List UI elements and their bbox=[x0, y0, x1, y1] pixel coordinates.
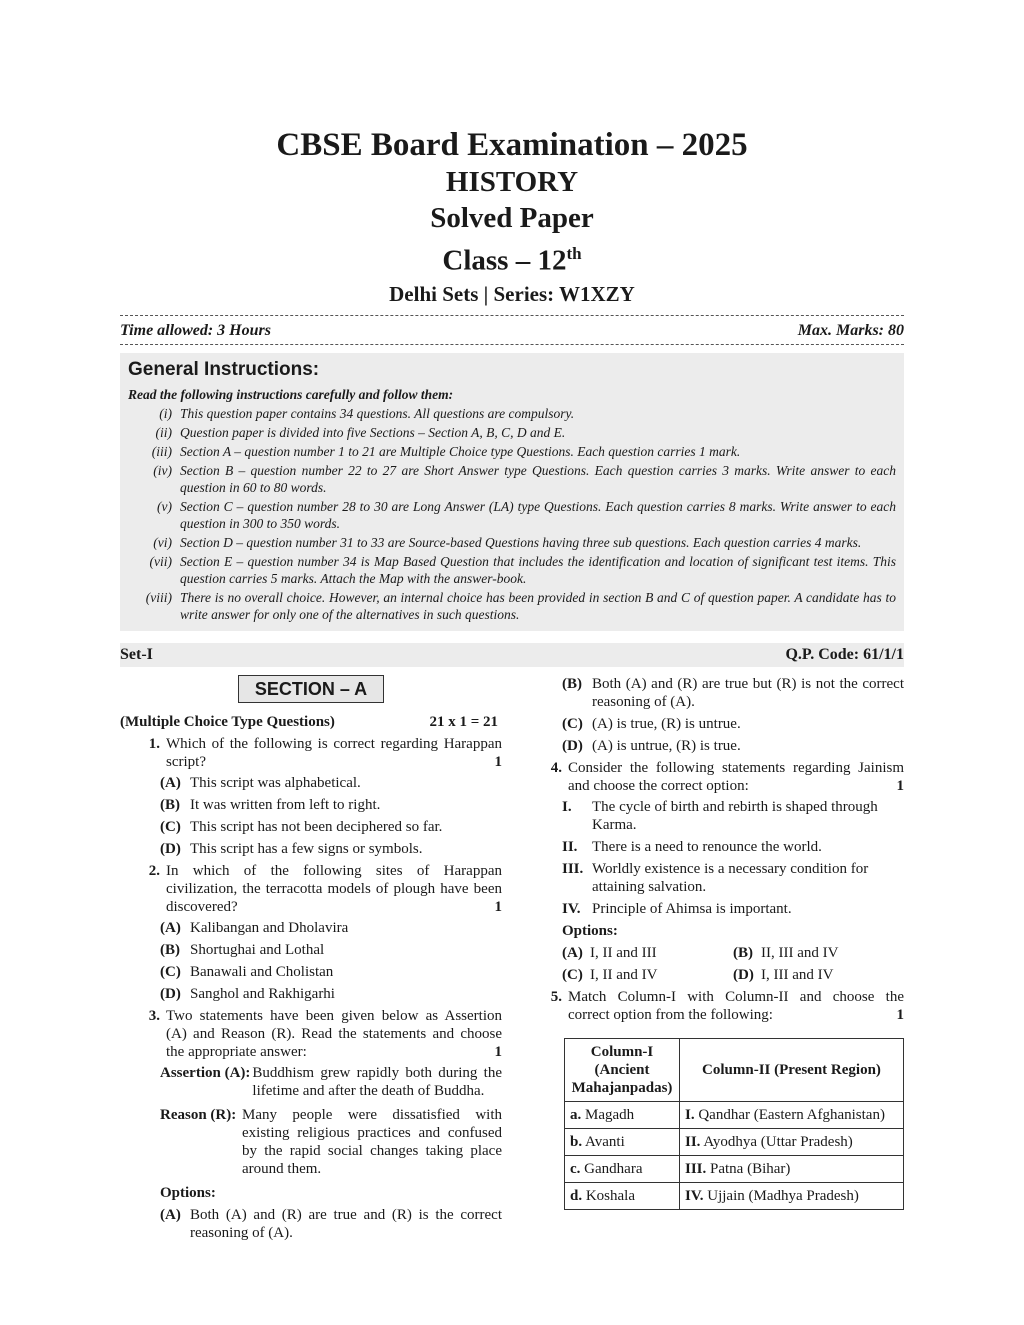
row-numeral: II. bbox=[685, 1133, 701, 1150]
table-cell bbox=[680, 1155, 904, 1182]
instruction-number: (i) bbox=[159, 405, 172, 421]
set-label: Set-I bbox=[120, 645, 153, 663]
option-letter: (C) bbox=[160, 818, 181, 835]
mcq-marks-label: 21 x 1 = 21 bbox=[429, 713, 498, 730]
question-stem: In which of the following sites of Harappan civilization, the terracotta models of plough have been discovered? bbox=[166, 862, 502, 915]
options-grid bbox=[562, 944, 904, 984]
exam-page bbox=[120, 0, 904, 1246]
mcq-header bbox=[120, 713, 502, 731]
option-text: Banawali and Cholistan bbox=[190, 963, 334, 980]
question-text bbox=[568, 988, 904, 1024]
general-instructions bbox=[120, 353, 904, 631]
option-text: (A) is untrue, (R) is true. bbox=[592, 737, 741, 754]
statement-number: III. bbox=[562, 860, 584, 877]
qp-code: Q.P. Code: 61/1/1 bbox=[785, 645, 904, 663]
option bbox=[160, 985, 502, 1003]
row-numeral: III. bbox=[685, 1160, 707, 1177]
question-1 bbox=[120, 735, 502, 771]
option bbox=[160, 941, 502, 959]
option-letter: (D) bbox=[733, 966, 754, 983]
option-letter: (A) bbox=[562, 944, 583, 961]
option-letter: (D) bbox=[160, 840, 181, 857]
option bbox=[160, 1206, 502, 1242]
option-text: I, III and IV bbox=[761, 966, 834, 983]
option bbox=[562, 737, 904, 755]
table-header-row bbox=[565, 1038, 904, 1101]
table-cell bbox=[680, 1182, 904, 1209]
table-cell bbox=[680, 1128, 904, 1155]
reason-text: Many people were dissatisfied with existing religious practices and confused by the rapid social changes taking place around them. bbox=[242, 1106, 502, 1177]
option-text: I, II and III bbox=[590, 944, 657, 961]
left-column bbox=[120, 675, 502, 1246]
cell-text: Ujjain (Madhya Pradesh) bbox=[707, 1187, 859, 1204]
instruction-number: (vi) bbox=[153, 534, 172, 550]
question-number: 4. bbox=[550, 759, 562, 776]
instruction-item bbox=[128, 443, 896, 460]
cell-text: Magadh bbox=[585, 1106, 635, 1123]
option-text: Shortughai and Lothal bbox=[190, 941, 325, 958]
time-allowed: Time allowed: 3 Hours bbox=[120, 321, 271, 339]
instruction-text: Question paper is divided into five Sections – Section A, B, C, D and E. bbox=[180, 424, 566, 440]
table-cell bbox=[565, 1101, 680, 1128]
option-text: This script has a few signs or symbols. bbox=[190, 840, 423, 857]
option-letter: (A) bbox=[160, 774, 181, 791]
option-letter: (A) bbox=[160, 919, 181, 936]
instruction-number: (viii) bbox=[145, 589, 172, 605]
option-letter: (B) bbox=[562, 675, 582, 692]
row-letter: d. bbox=[570, 1187, 583, 1204]
column-1-header: Column-I (Ancient Mahajanpadas) bbox=[565, 1038, 680, 1101]
option-letter: (D) bbox=[160, 985, 181, 1002]
cell-text: Koshala bbox=[585, 1187, 635, 1204]
cell-text: Avanti bbox=[585, 1133, 625, 1150]
statement-text: Worldly existence is a necessary condition for attaining salvation. bbox=[592, 860, 869, 895]
option bbox=[160, 963, 502, 981]
assertion-label: Assertion (A): bbox=[160, 1064, 251, 1081]
instruction-text: This question paper contains 34 questions. All questions are compulsory. bbox=[180, 405, 575, 421]
class-label: Class – 12 bbox=[442, 244, 567, 277]
question-number: 3. bbox=[148, 1007, 160, 1024]
paper-title: Solved Paper bbox=[430, 202, 594, 234]
option-text: II, III and IV bbox=[761, 944, 839, 961]
instructions-intro: Read the following instructions carefully and follow them: bbox=[128, 386, 454, 402]
set-row bbox=[120, 643, 904, 667]
question-mark: 1 bbox=[896, 777, 904, 794]
series-title: Delhi Sets | Series: W1XZY bbox=[389, 281, 635, 306]
table-row bbox=[565, 1182, 904, 1209]
instruction-text: Section A – question number 1 to 21 are Multiple Choice type Questions. Each question carries 1 mark. bbox=[180, 443, 741, 459]
option-text: Both (A) and (R) are true but (R) is not the correct reasoning of (A). bbox=[592, 675, 904, 710]
instruction-number: (v) bbox=[157, 498, 172, 514]
option bbox=[562, 944, 733, 962]
row-letter: b. bbox=[570, 1133, 583, 1150]
subject-title: HISTORY bbox=[445, 166, 579, 198]
max-marks: Max. Marks: 80 bbox=[797, 321, 904, 339]
option-text: Both (A) and (R) are true and (R) is the correct reasoning of (A). bbox=[190, 1206, 502, 1241]
instructions-list bbox=[128, 405, 896, 623]
right-column bbox=[522, 675, 904, 1246]
options-label: Options: bbox=[160, 1184, 216, 1201]
instruction-number: (vii) bbox=[149, 553, 172, 569]
option bbox=[562, 675, 904, 711]
option-letter: (B) bbox=[160, 941, 180, 958]
option-letter: (C) bbox=[160, 963, 181, 980]
option bbox=[733, 944, 904, 962]
row-numeral: IV. bbox=[685, 1187, 704, 1204]
option-letter: (D) bbox=[562, 737, 583, 754]
statement bbox=[562, 798, 904, 834]
instruction-item bbox=[128, 424, 896, 441]
assertion bbox=[160, 1064, 502, 1100]
question-2 bbox=[120, 862, 502, 916]
question-mark: 1 bbox=[494, 898, 502, 915]
question-text bbox=[166, 1007, 502, 1061]
column-2-header: Column-II (Present Region) bbox=[680, 1038, 904, 1101]
question-4 bbox=[522, 759, 904, 795]
option bbox=[160, 796, 502, 814]
option-text: I, II and IV bbox=[590, 966, 658, 983]
instruction-text: Section D – question number 31 to 33 are Source-based Questions having three sub questions. Each question carries 4 marks. bbox=[180, 534, 862, 550]
option-text: This script has not been deciphered so far. bbox=[190, 818, 443, 835]
question-text bbox=[166, 862, 502, 916]
table-cell bbox=[565, 1182, 680, 1209]
option-letter: (B) bbox=[733, 944, 753, 961]
option bbox=[160, 919, 502, 937]
instruction-number: (iii) bbox=[151, 443, 172, 459]
cell-text: Ayodhya (Uttar Pradesh) bbox=[703, 1133, 853, 1150]
question-stem: Two statements have been given below as Assertion (A) and Reason (R). Read the statements and choose the appropriate answer: bbox=[166, 1007, 502, 1060]
match-table bbox=[564, 1038, 904, 1210]
option-text: (A) is true, (R) is untrue. bbox=[592, 715, 741, 732]
question-number: 1. bbox=[148, 735, 160, 752]
option-letter: (C) bbox=[562, 966, 583, 983]
options-label: Options: bbox=[562, 922, 618, 939]
instruction-number: (ii) bbox=[155, 424, 172, 440]
instruction-text: Section C – question number 28 to 30 are Long Answer (LA) type Questions. Each question carries 8 marks. Write answer to each question in 300 to 350 words. bbox=[180, 498, 896, 531]
statement bbox=[562, 860, 904, 896]
bottom-divider bbox=[120, 344, 904, 345]
option bbox=[160, 840, 502, 858]
question-number: 2. bbox=[148, 862, 160, 879]
class-title bbox=[120, 236, 904, 279]
row-numeral: I. bbox=[685, 1106, 695, 1123]
instruction-text: Section E – question number 34 is Map Based Question that includes the identification and location of significant test items. This question carries 5 marks. Attach the Map with the answer-book. bbox=[180, 553, 896, 586]
question-stem: Which of the following is correct regarding Harappan script? bbox=[166, 735, 502, 770]
table-row bbox=[565, 1101, 904, 1128]
option-text: Kalibangan and Dholavira bbox=[190, 919, 349, 936]
instruction-item bbox=[128, 534, 896, 551]
option bbox=[562, 715, 904, 733]
question-text bbox=[166, 735, 502, 771]
option bbox=[562, 966, 733, 984]
cell-text: Gandhara bbox=[584, 1160, 643, 1177]
question-mark: 1 bbox=[494, 1043, 502, 1060]
option bbox=[160, 774, 502, 792]
option-letter: (C) bbox=[562, 715, 583, 732]
instruction-item bbox=[128, 589, 896, 623]
table-cell bbox=[565, 1155, 680, 1182]
option-text: Sanghol and Rakhigarhi bbox=[190, 985, 335, 1002]
statement-text: Principle of Ahimsa is important. bbox=[592, 900, 792, 917]
option bbox=[733, 966, 904, 984]
instruction-item bbox=[128, 405, 896, 422]
instruction-item bbox=[128, 462, 896, 496]
question-5 bbox=[522, 988, 904, 1024]
reason bbox=[160, 1106, 502, 1178]
statement-text: The cycle of birth and rebirth is shaped through Karma. bbox=[592, 798, 878, 833]
statement-number: II. bbox=[562, 838, 578, 855]
row-letter: c. bbox=[570, 1160, 581, 1177]
statement-text: There is a need to renounce the world. bbox=[592, 838, 822, 855]
table-row bbox=[565, 1128, 904, 1155]
instructions-heading: General Instructions: bbox=[128, 358, 320, 380]
time-marks-row bbox=[120, 316, 904, 344]
option-letter: (B) bbox=[160, 796, 180, 813]
statement bbox=[562, 838, 904, 856]
option-text: This script was alphabetical. bbox=[190, 774, 361, 791]
option bbox=[160, 818, 502, 836]
instruction-item bbox=[128, 498, 896, 532]
reason-label: Reason (R): bbox=[160, 1106, 237, 1123]
assertion-text: Buddhism grew rapidly both during the lifetime and after the death of Buddha. bbox=[252, 1064, 502, 1099]
question-stem: Match Column-I with Column-II and choose the correct option from the following: bbox=[568, 988, 904, 1023]
questions-columns bbox=[120, 675, 904, 1246]
exam-title: CBSE Board Examination – 2025 bbox=[276, 127, 748, 163]
table-cell bbox=[565, 1128, 680, 1155]
instruction-text: There is no overall choice. However, an internal choice has been provided in section B and C of question paper. A candidate has to write answer for only one of the alternatives in such questions. bbox=[180, 589, 896, 622]
row-letter: a. bbox=[570, 1106, 582, 1123]
cell-text: Qandhar (Eastern Afghanistan) bbox=[698, 1106, 885, 1123]
option-text: It was written from left to right. bbox=[190, 796, 381, 813]
question-text bbox=[568, 759, 904, 795]
statement bbox=[562, 900, 904, 918]
question-3 bbox=[120, 1007, 502, 1061]
question-mark: 1 bbox=[494, 753, 502, 770]
option-letter: (A) bbox=[160, 1206, 181, 1223]
statement-number: I. bbox=[562, 798, 572, 815]
cell-text: Patna (Bihar) bbox=[710, 1160, 791, 1177]
instruction-item bbox=[128, 553, 896, 587]
instruction-text: Section B – question number 22 to 27 are Short Answer type Questions. Each question carries 3 marks. Write answer to each question in 60 to 80 words. bbox=[180, 462, 896, 495]
mcq-type-label: (Multiple Choice Type Questions) bbox=[120, 713, 335, 730]
table-cell bbox=[680, 1101, 904, 1128]
question-stem: Consider the following statements regarding Jainism and choose the correct option: bbox=[568, 759, 904, 794]
section-a-heading: SECTION – A bbox=[238, 675, 384, 703]
table-row bbox=[565, 1155, 904, 1182]
question-number: 5. bbox=[550, 988, 562, 1005]
class-suffix: th bbox=[566, 244, 582, 263]
statement-number: IV. bbox=[562, 900, 581, 917]
question-mark: 1 bbox=[896, 1006, 904, 1023]
instruction-number: (iv) bbox=[153, 462, 172, 478]
